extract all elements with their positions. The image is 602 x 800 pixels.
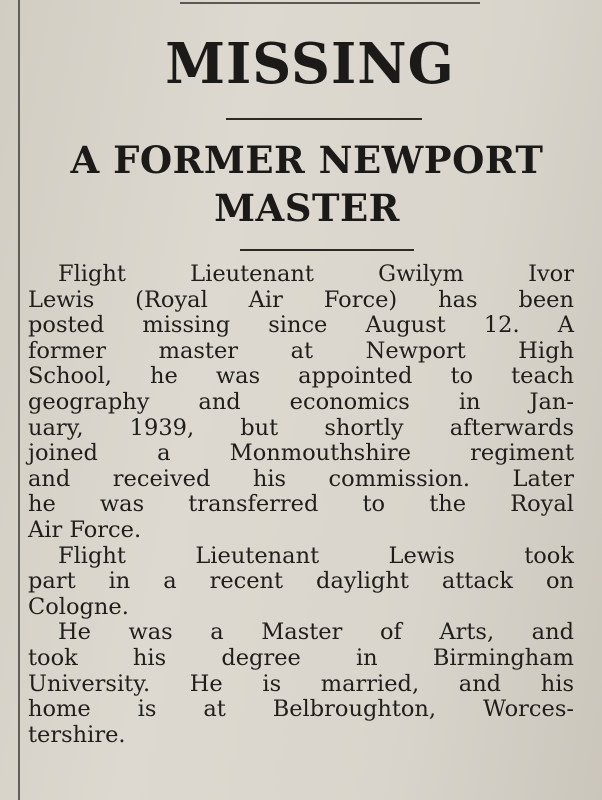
body-line: he was transferred to the Royal — [28, 491, 574, 518]
body-line: University. He is married, and his — [28, 670, 574, 697]
body-line: part in a recent daylight attack on — [28, 568, 574, 595]
headline-underline-rule — [226, 118, 422, 120]
body-line: Flight Lieutenant Gwilym Ivor — [58, 261, 574, 287]
body-line: former master at Newport High — [28, 337, 574, 364]
body-line: Flight Lieutenant Lewis took — [58, 542, 574, 569]
body-line: uary, 1939, but shortly afterwards — [28, 414, 574, 441]
body-line: Cologne. — [28, 593, 129, 620]
column-divider-rule — [18, 0, 20, 800]
body-line: took his degree in Birmingham — [28, 644, 574, 671]
body-line: home is at Belbroughton, Worces- — [28, 696, 574, 723]
subheadline-underline-rule — [240, 249, 414, 251]
subheadline — [24, 136, 590, 232]
body-line: Air Force. — [28, 516, 142, 543]
body-line: joined a Monmouthshire regiment — [28, 440, 574, 467]
body-line: and received his commission. Later — [28, 465, 574, 492]
subheadline-line-2: MASTER — [214, 186, 400, 230]
body-line: geography and economics in Jan- — [28, 388, 574, 415]
body-line: He was a Master of Arts, and — [58, 619, 574, 646]
subheadline-line-1: A FORMER NEWPORT — [70, 138, 544, 182]
body-line: School, he was appointed to teach — [28, 363, 574, 390]
article-body — [28, 262, 574, 748]
body-line: posted missing since August 12. A — [28, 312, 574, 339]
body-line: tershire. — [28, 721, 126, 748]
body-line: Lewis (Royal Air Force) has been — [28, 286, 574, 313]
top-border-rule — [180, 2, 480, 4]
headline: MISSING — [165, 29, 455, 97]
